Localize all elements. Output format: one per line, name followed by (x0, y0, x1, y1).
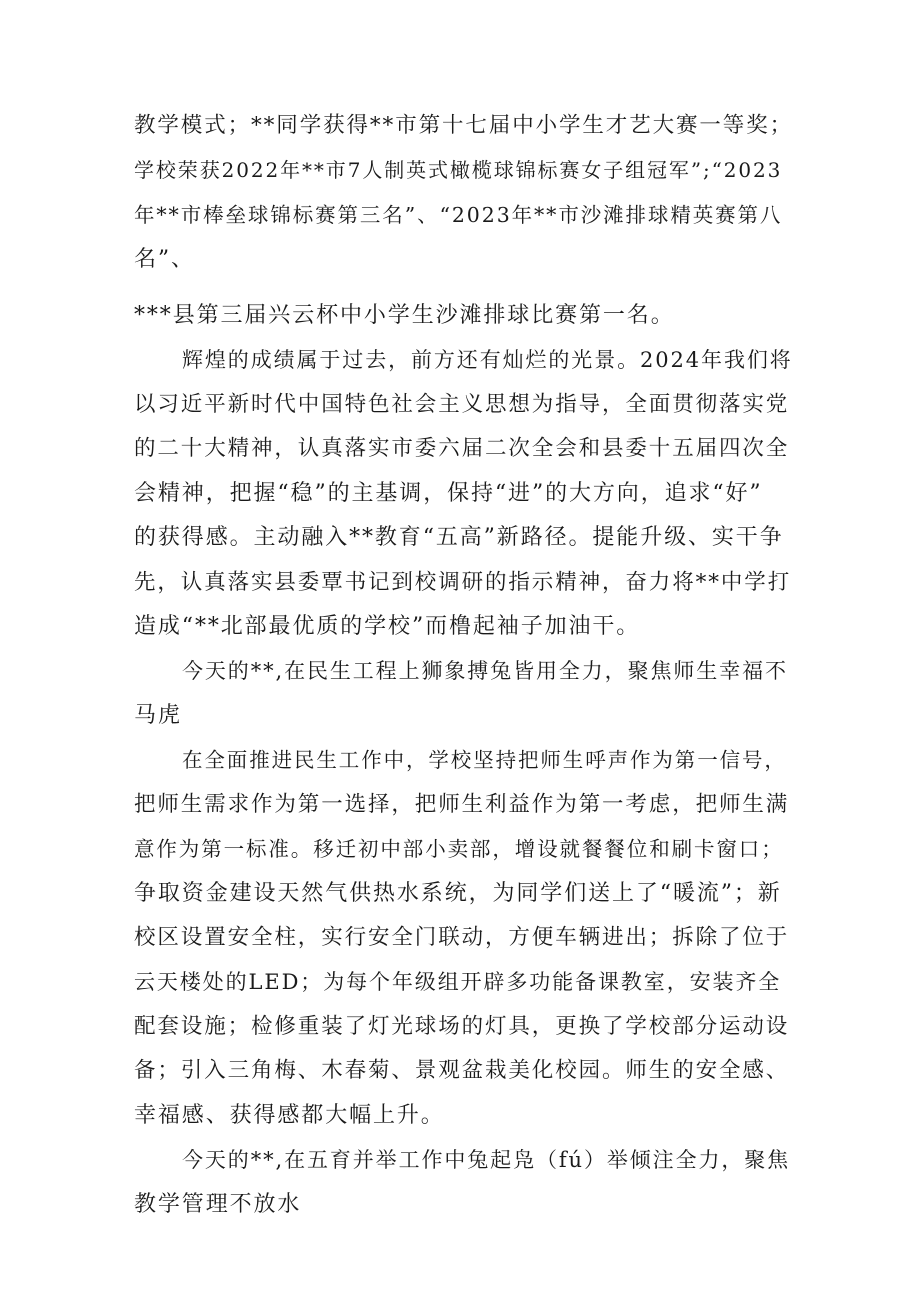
text-line: 的获得感。主动融入**教育“五高”新路径。提能升级、实干争 (134, 525, 784, 550)
text-line: 的二十大精神，认真落实市委六届二次全会和县委十五届四次全 (134, 436, 790, 461)
text-line: 云天楼处的LED；为每个年级组开辟多功能备课教室，安装齐全 (134, 970, 782, 994)
text-line: 辉煌的成绩属于过去，前方还有灿烂的光景。2024年我们将 (182, 348, 793, 372)
text-line: 教学管理不放水 (134, 1192, 302, 1217)
text-line: ***县第三届兴云杯中小学生沙滩排球比赛第一名。 (134, 303, 675, 328)
text-line: 先，认真落实县委覃书记到校调研的指示精神，奋力将**中学打 (134, 570, 792, 595)
text-line: 造成“**北部最优质的学校”而橹起袖子加油干。 (134, 614, 641, 639)
text-line: 把师生需求作为第一选择，把师生利益作为第一考虑，把师生满 (134, 792, 790, 817)
text-line: 配套设施；检修重装了灯光球场的灯具，更换了学校部分运动设 (134, 1014, 790, 1039)
text-line: 以习近平新时代中国特色社会主义思想为指导，全面贯彻落实党 (134, 392, 790, 417)
text-line: 备；引入三角梅、木春菊、景观盆栽美化校园。师生的安全感、 (134, 1058, 790, 1083)
text-line: 名”、 (134, 247, 195, 272)
text-line: 马虎 (134, 703, 182, 728)
text-line: 教学模式；**同学获得**市第十七届中小学生才艺大赛一等奖； (134, 113, 794, 138)
text-line: 争取资金建设天然气供热水系统，为同学们送上了“暖流”；新 (134, 881, 782, 906)
text-line: 校区设置安全柱，实行安全门联动，方便车辆进出；拆除了位于 (134, 925, 790, 950)
text-line: 年**市棒垒球锦标赛第三名”、“2023年**市沙滩排球精英赛第八 (134, 203, 783, 227)
text-line: 在全面推进民生工作中，学校坚持把师生呼声作为第一信号， (182, 748, 787, 772)
text-line: 今天的**,在五育并举工作中兔起凫（fú）举倾注全力，聚焦 (182, 1148, 791, 1172)
text-line: 今天的**,在民生工程上狮象搏兔皆用全力，聚焦师生幸福不 (182, 659, 788, 683)
text-line: 会精神，把握“稳”的主基调，保持“进”的大方向，追求“好” (134, 481, 763, 506)
text-line: 意作为第一标准。移迁初中部小卖部，增设就餐餐位和刷卡窗口； (134, 837, 784, 861)
text-line: 学校荣获2022年**市7人制英式橄榄球锦标赛女子组冠军”;“2023 (134, 158, 783, 182)
text-line: 幸福感、获得感都大幅上升。 (134, 1103, 445, 1128)
